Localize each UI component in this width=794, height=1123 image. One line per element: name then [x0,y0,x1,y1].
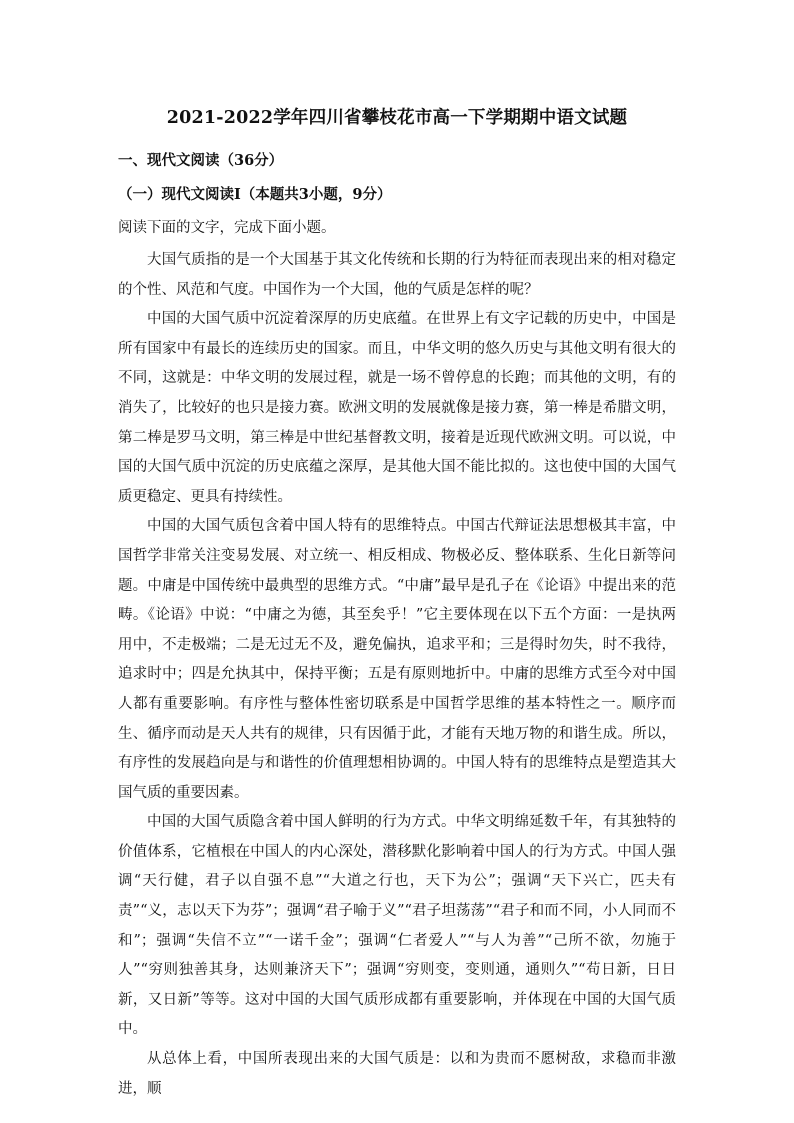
document-content [118,104,676,1104]
subsection-heading: （一）现代文阅读Ⅰ（本题共3小题，9分） [118,186,392,203]
paragraph-1: 大国气质指的是一个大国基于其文化传统和长期的行为特征而表现出来的相对稳定的个性、风范和气度。中国作为一个大国，他的气质是怎样的呢？ [118,252,676,298]
page-title: 2021-2022学年四川省攀枝花市高一下学期期中语文试题 [166,108,628,128]
paragraph-4: 中国的大国气质隐含着中国人鲜明的行为方式。中华文明绵延数千年，有其独特的价值体系，它植根在中国人的内心深处，潜移默化影响着中国人的行为方式。中国人强调“天行健，君子以自强不息”“大道之行也，天下为公”；强调“天下兴亡，匹夫有责”“义，志以天下为芬”；强调“君子喻于义”“君子坦荡荡”“君子和而不同，小人同而不和”；强调“失信不立”“一诺千金”；强调“仁者爱人”“与人为善”“己所不欲，勿施于人”“穷则独善其身，达则兼济天下”；强调“穷则变，变则通，通则久”“苟日新，日日新，又日新”等等。这对中国的大国气质形成都有重要影响，并体现在中国的大国气质中。 [118,814,676,1038]
paragraph-5: 从总体上看，中国所表现出来的大国气质是：以和为贵而不愿树敌，求稳而非激进，顺 [118,1051,676,1097]
section-heading: 一、现代文阅读（36分） [118,152,284,169]
paragraph-3: 中国的大国气质包含着中国人特有的思维特点。中国古代辩证法思想极其丰富，中国哲学非常关注变易发展、对立统一、相反相成、物极必反、整体联系、生化日新等问题。中庸是中国传统中最典型的思维方式。“中庸”最早是孔子在《论语》中提出来的范畴。《论语》中说：“中庸之为德，其至矣乎！”它主要体现在以下五个方面：一是执两用中，不走极端；二是无过无不及，避免偏执，追求平和；三是得时勿失，时不我待，追求时中；四是允执其中，保持平衡；五是有原则地折中。中庸的思维方式至今对中国人都有重要影响。有序性与整体性密切联系是中国哲学思维的基本特性之一。顺序而生、循序而动是天人共有的规律，只有因循于此，才能有天地万物的和谐生成。所以，有序性的发展趋向是与和谐性的价值理想相协调的。中国人特有的思维特点是塑造其大国气质的重要因素。 [118,518,676,801]
paragraph-2: 中国的大国气质中沉淀着深厚的历史底蕴。在世界上有文字记载的历史中，中国是所有国家中有最长的连续历史的国家。而且，中华文明的悠久历史与其他文明有很大的不同，这就是：中华文明的发展过程，就是一场不曾停息的长跑；而其他的文明，有的消失了，比较好的也只是接力赛。欧洲文明的发展就像是接力赛，第一棒是希腊文明，第二棒是罗马文明，第三棒是中世纪基督教文明，接着是近现代欧洲文明。可以说，中国的大国气质中沉淀的历史底蕴之深厚，是其他大国不能比拟的。这也使中国的大国气质更稳定、更具有持续性。 [118,311,676,505]
reading-instruction: 阅读下面的文字，完成下面小题。 [118,220,336,236]
